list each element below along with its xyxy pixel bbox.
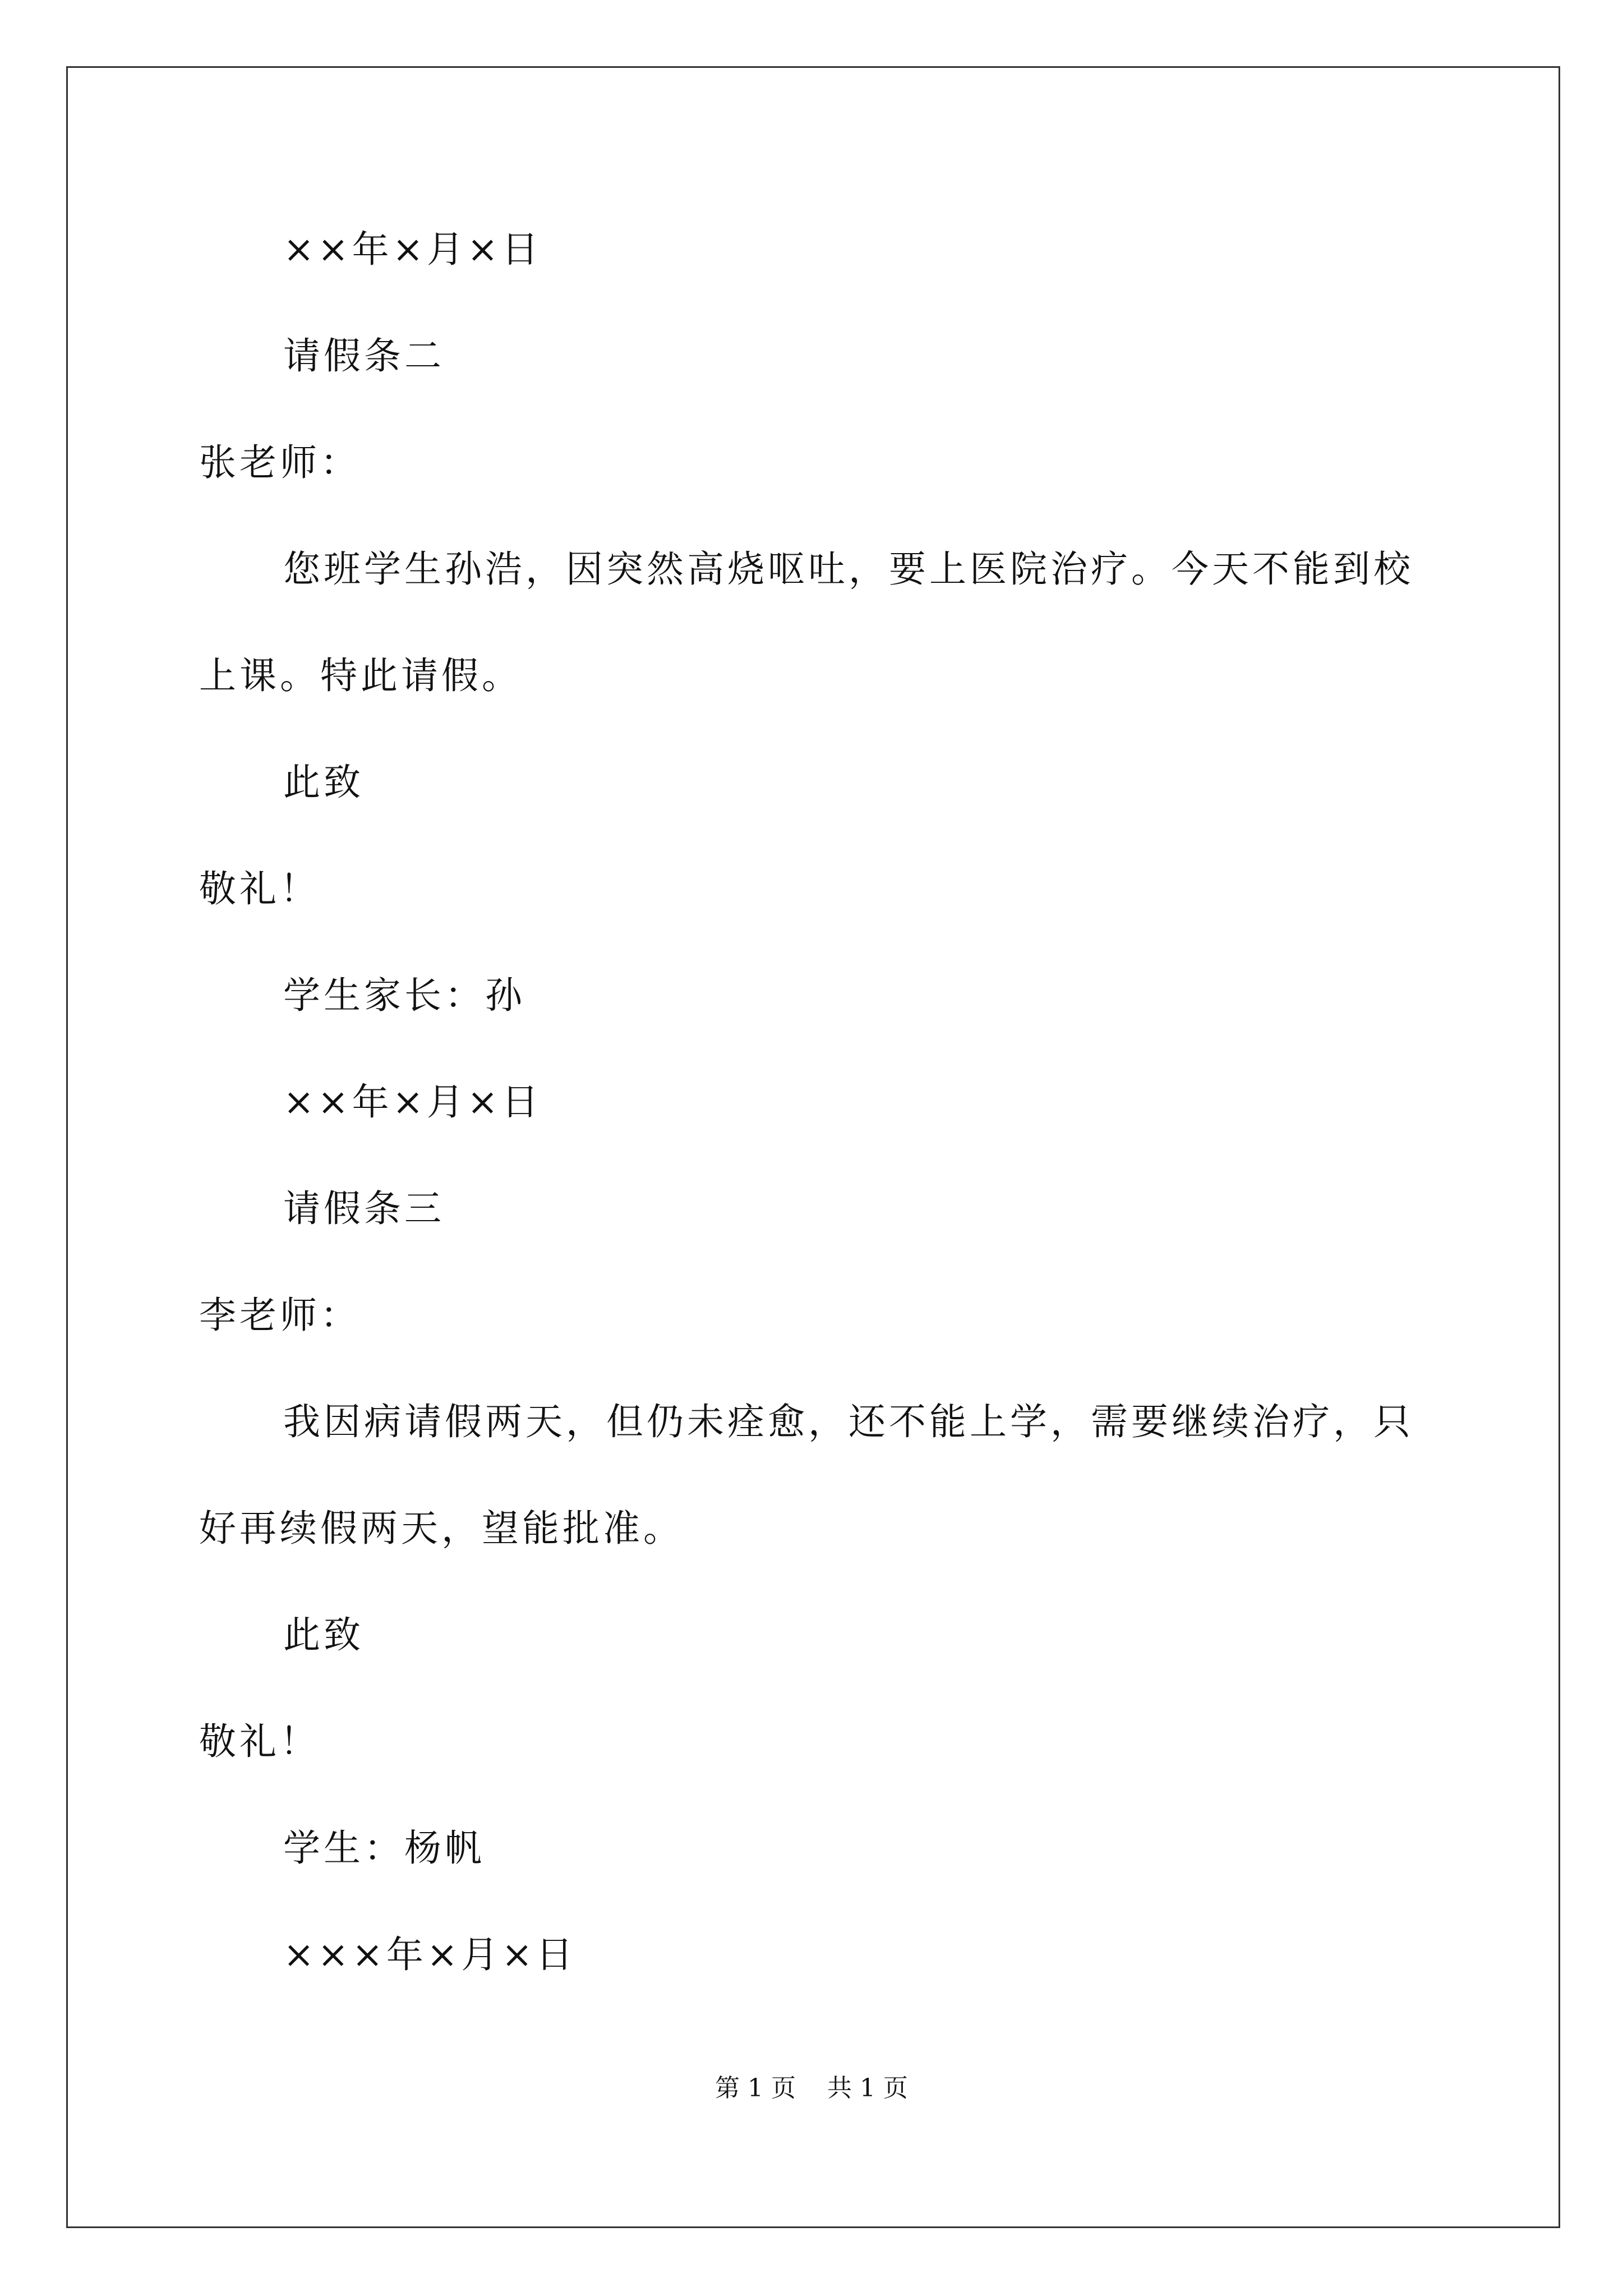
letter3-closing-2: 敬礼！ (199, 1720, 320, 1763)
letter2-body-line1: 您班学生孙浩，因突然高烧呕吐，要上医院治疗。今天不能到校 (283, 547, 1414, 591)
letter3-body-line2: 好再续假两天，望能批准。 (199, 1507, 684, 1550)
letter3-date: ×××年×月×日 (283, 1933, 577, 1976)
letter2-title: 请假条二 (283, 334, 445, 378)
letter3-closing-1: 此致 (283, 1613, 364, 1657)
letter3-signature: 学生：杨帆 (283, 1826, 485, 1870)
letter3-salutation: 李老师： (199, 1294, 361, 1337)
letter2-date: ××年×月×日 (283, 1080, 542, 1124)
letter2-signature: 学生家长：孙 (283, 974, 525, 1017)
letter1-date: ××年×月×日 (283, 228, 542, 271)
letter3-body-line1: 我因病请假两天，但仍未痊愈，还不能上学，需要继续治疗，只 (283, 1400, 1414, 1443)
page-border (66, 66, 1560, 2228)
page-footer: 第 1 页 共 1 页 (715, 2074, 908, 2102)
letter3-title: 请假条三 (283, 1187, 445, 1230)
letter2-body-line2: 上课。特此请假。 (199, 654, 522, 697)
letter2-closing-2: 敬礼！ (199, 867, 320, 910)
letter2-salutation: 张老师： (199, 441, 361, 484)
letter2-closing-1: 此致 (283, 761, 364, 804)
